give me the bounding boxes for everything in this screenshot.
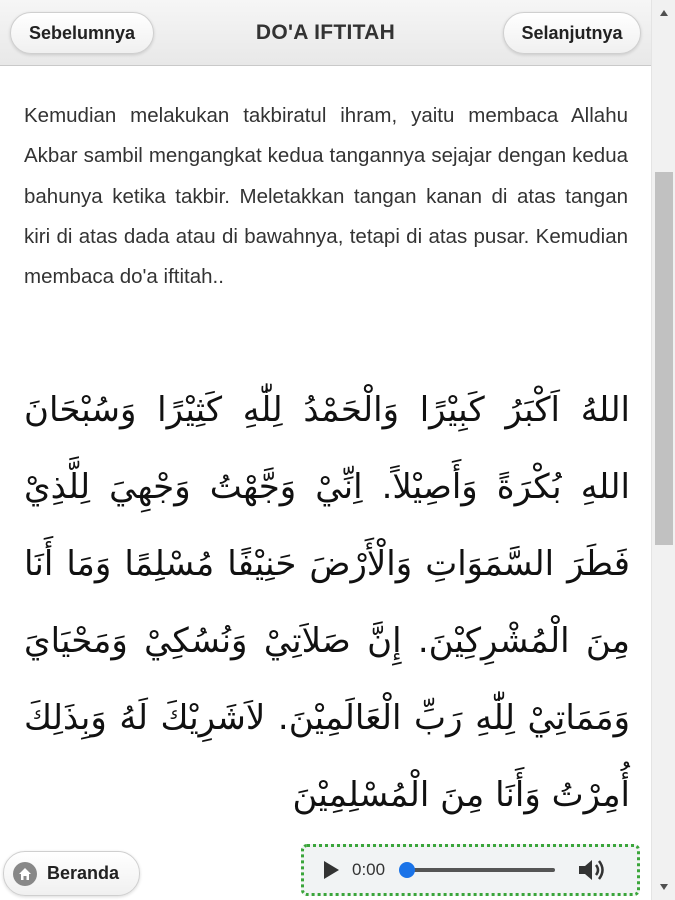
audio-player[interactable] — [301, 844, 640, 896]
play-icon[interactable] — [322, 860, 340, 880]
intro-paragraph: Kemudian melakukan takbiratul ihram, yaitu membaca Allahu Akbar sambil mengangkat kedua tangannya sejajar dengan kedua bahunya ketika takbir. Meletakkan tangan kanan di atas tangan kiri di atas dada atau di bawahnya, tetapi di atas pusar. Kemudian membaca do'a iftitah.. — [24, 104, 628, 289]
audio-progress-slider[interactable] — [405, 868, 555, 872]
next-button[interactable]: Selanjutnya — [503, 12, 641, 54]
home-button-label: Beranda — [47, 863, 120, 883]
header-bar — [0, 0, 651, 66]
home-icon — [13, 862, 37, 886]
scrollbar-thumb[interactable] — [655, 172, 673, 545]
arabic-prayer-text: اللهُ اَكْبَرُ كَبِيْرًا وَالْحَمْدُ لِلّٰهِ كَثِيْرًا وَسُبْحَانَ اللهِ بُكْرَةً وَأَصِيْلاً. اِنِّيْ وَجَّهْتُ وَجْهِيَ لِلَّذِيْ فَطَرَ السَّمَوَاتِ وَالْأَرْضَ حَنِيْفًا مُسْلِمًا وَمَا أَنَا مِنَ الْمُشْرِكِيْنَ. إِنَّ صَلاَتِيْ وَنُسُكِيْ وَمَحْيَايَ وَمَمَاتِيْ لِلّٰهِ رَبِّ الْعَالَمِيْنَ. لاَشَرِيْكَ لَهُ وَبِذَلِكَ أُمِرْتُ وَأَنَا مِنَ الْمُسْلِمِيْنَ — [24, 390, 630, 815]
volume-icon[interactable] — [577, 857, 607, 883]
home-button[interactable] — [3, 851, 140, 896]
audio-progress-knob[interactable] — [399, 862, 415, 878]
previous-button[interactable]: Sebelumnya — [10, 12, 154, 54]
scroll-up-arrow-icon[interactable] — [652, 4, 675, 22]
audio-time: 0:00 — [352, 860, 386, 879]
vertical-scrollbar[interactable] — [651, 0, 675, 900]
scroll-down-arrow-icon[interactable] — [652, 878, 675, 896]
page-title: DO'A IFTITAH — [255, 21, 396, 44]
